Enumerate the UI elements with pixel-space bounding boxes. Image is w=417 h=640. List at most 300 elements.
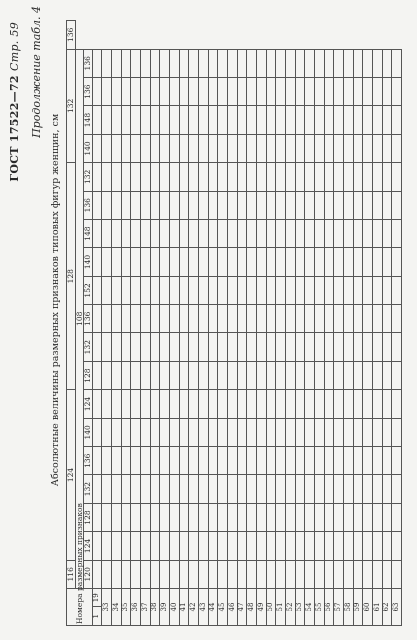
- table-cell: [111, 191, 121, 219]
- table-cell: [150, 333, 160, 361]
- table-cell: [256, 503, 266, 531]
- table-cell: [372, 163, 382, 191]
- stub-header: Номера размерных признаков: [67, 589, 93, 626]
- table-cell: [285, 361, 295, 389]
- table-row: [140, 21, 150, 626]
- table-cell: [227, 390, 237, 418]
- table-cell: [218, 333, 228, 361]
- column-header: 148: [84, 219, 93, 247]
- row-number: 44: [208, 589, 218, 626]
- table-cell: [237, 106, 247, 134]
- stature-group-header: 124: [67, 390, 76, 560]
- table-cell: [189, 134, 199, 162]
- table-cell: [237, 163, 247, 191]
- table-cell: [169, 77, 179, 105]
- table-cell: [266, 532, 276, 560]
- table-cell: [392, 418, 402, 446]
- table-row: [237, 21, 247, 626]
- table-cell: [256, 333, 266, 361]
- table-cell: [305, 276, 315, 304]
- table-cell: [334, 163, 344, 191]
- table-cell: [160, 447, 170, 475]
- table-cell: [102, 333, 112, 361]
- table-cell: [198, 361, 208, 389]
- table-cell: [111, 163, 121, 191]
- table-cell: [343, 163, 353, 191]
- table-cell: [208, 447, 218, 475]
- page-header: [8, 22, 28, 622]
- row-number: 59: [353, 589, 363, 626]
- table-cell: [295, 305, 305, 333]
- table-cell: [179, 560, 189, 588]
- column-header: 120: [84, 560, 93, 588]
- table-cell: [92, 248, 102, 276]
- table-cell: [334, 106, 344, 134]
- table-cell: [218, 390, 228, 418]
- stub-number: 19: [92, 589, 102, 608]
- table-cell: [140, 276, 150, 304]
- table-cell: [353, 390, 363, 418]
- table-cell: [218, 560, 228, 588]
- table-cell: [121, 49, 131, 77]
- column-header: 132: [84, 163, 93, 191]
- table-cell: [111, 49, 121, 77]
- table-cell: [160, 163, 170, 191]
- table-cell: [392, 77, 402, 105]
- table-cell: [392, 532, 402, 560]
- table-cell: [266, 418, 276, 446]
- table-cell: [295, 248, 305, 276]
- table-cell: [343, 134, 353, 162]
- table-cell: [131, 418, 141, 446]
- table-cell: [334, 418, 344, 446]
- table-cell: [131, 475, 141, 503]
- table-cell: [150, 163, 160, 191]
- table-cell: [121, 77, 131, 105]
- table-cell: [392, 503, 402, 531]
- table-cell: [392, 333, 402, 361]
- table-cell: [314, 390, 324, 418]
- table-cell: [392, 106, 402, 134]
- table-cell: [334, 77, 344, 105]
- table-cell: [343, 276, 353, 304]
- table-cell: [169, 134, 179, 162]
- table-row: [102, 21, 112, 626]
- table-cell: [247, 475, 257, 503]
- table-cell: [392, 219, 402, 247]
- table-cell: [131, 361, 141, 389]
- table-cell: [295, 219, 305, 247]
- table-cell: [324, 106, 334, 134]
- table-cell: [111, 418, 121, 446]
- table-cell: [334, 560, 344, 588]
- table-cell: [160, 418, 170, 446]
- row-number: 39: [160, 589, 170, 626]
- table-cell: [305, 532, 315, 560]
- table-cell: [237, 532, 247, 560]
- row-number: 58: [343, 589, 353, 626]
- table-cell: [208, 390, 218, 418]
- table-cell: [276, 134, 286, 162]
- table-cell: [140, 77, 150, 105]
- table-cell: [276, 447, 286, 475]
- row-number: 41: [179, 589, 189, 626]
- table-cell: [372, 560, 382, 588]
- table-cell: [276, 560, 286, 588]
- table-cell: [140, 163, 150, 191]
- table-cell: [276, 248, 286, 276]
- table-cell: [305, 447, 315, 475]
- column-header: 124: [84, 390, 93, 418]
- table-cell: [102, 418, 112, 446]
- table-cell: [334, 219, 344, 247]
- row-number: 49: [256, 589, 266, 626]
- table-cell: [227, 333, 237, 361]
- table-cell: [382, 49, 392, 77]
- table-cell: [247, 276, 257, 304]
- table-title: Абсолютные величины размерных признаков типовых фигур женщин, см: [50, 113, 61, 487]
- table-cell: [382, 333, 392, 361]
- table-cell: [276, 106, 286, 134]
- table-cell: [324, 191, 334, 219]
- table-cell: [247, 503, 257, 531]
- table-cell: [150, 248, 160, 276]
- table-cell: [305, 390, 315, 418]
- stature-group-header: 136: [67, 21, 76, 50]
- table-cell: [324, 333, 334, 361]
- table-cell: [276, 49, 286, 77]
- row-number: 36: [131, 589, 141, 626]
- table-cell: [353, 475, 363, 503]
- table-cell: [237, 475, 247, 503]
- table-cell: [372, 77, 382, 105]
- table-cell: [131, 390, 141, 418]
- table-cell: [392, 49, 402, 77]
- table-cell: [353, 49, 363, 77]
- table-cell: [285, 134, 295, 162]
- table-cell: [285, 49, 295, 77]
- table-cell: [353, 134, 363, 162]
- table-cell: [305, 163, 315, 191]
- table-cell: [150, 390, 160, 418]
- table-cell: [372, 191, 382, 219]
- table-cell: [343, 560, 353, 588]
- table-cell: [285, 219, 295, 247]
- table-cell: [218, 77, 228, 105]
- table-cell: [218, 219, 228, 247]
- table-row: [324, 21, 334, 626]
- table-cell: [121, 418, 131, 446]
- table-cell: [150, 503, 160, 531]
- row-number: 54: [305, 589, 315, 626]
- table-cell: [334, 49, 344, 77]
- table-cell: [247, 333, 257, 361]
- stature-group-header: 116: [67, 560, 76, 588]
- table-cell: [169, 418, 179, 446]
- table-cell: [295, 77, 305, 105]
- table-cell: [256, 77, 266, 105]
- table-cell: [392, 305, 402, 333]
- table-cell: [334, 191, 344, 219]
- table-cell: [140, 305, 150, 333]
- table-cell: [392, 361, 402, 389]
- table-cell: [208, 305, 218, 333]
- table-cell: [208, 361, 218, 389]
- table-cell: [189, 276, 199, 304]
- table-cell: [150, 475, 160, 503]
- table-cell: [247, 418, 257, 446]
- table-cell: [111, 503, 121, 531]
- header-row-groups: [67, 21, 76, 626]
- table-cell: [353, 333, 363, 361]
- table-cell: [266, 49, 276, 77]
- table-cell: [121, 532, 131, 560]
- table-cell: [179, 333, 189, 361]
- table-cell: [92, 191, 102, 219]
- table-cell: [237, 276, 247, 304]
- table-cell: [276, 418, 286, 446]
- table-cell: [189, 447, 199, 475]
- table-cell: [169, 333, 179, 361]
- table-cell: [131, 77, 141, 105]
- row-number: 35: [121, 589, 131, 626]
- row-number: 40: [169, 589, 179, 626]
- table-cell: [295, 333, 305, 361]
- table-cell: [324, 77, 334, 105]
- table-row: [372, 21, 382, 626]
- table-cell: [111, 390, 121, 418]
- table-cell: [131, 163, 141, 191]
- table-cell: [334, 305, 344, 333]
- table-cell: [353, 447, 363, 475]
- table-cell: [169, 532, 179, 560]
- table-cell: [179, 475, 189, 503]
- table-cell: [208, 49, 218, 77]
- table-cell: [382, 134, 392, 162]
- table-cell: [140, 503, 150, 531]
- table-cell: [131, 503, 141, 531]
- table-cell: [160, 248, 170, 276]
- table-cell: [237, 219, 247, 247]
- table-cell: [295, 475, 305, 503]
- table-cell: [140, 219, 150, 247]
- table-cell: [102, 560, 112, 588]
- table-cell: [169, 191, 179, 219]
- table-cell: [121, 163, 131, 191]
- table-cell: [363, 333, 373, 361]
- table-cell: [160, 276, 170, 304]
- row-number: 61: [372, 589, 382, 626]
- table-cell: [372, 106, 382, 134]
- table-cell: [131, 191, 141, 219]
- table-cell: [198, 305, 208, 333]
- table-cell: [150, 106, 160, 134]
- table-cell: [343, 447, 353, 475]
- table-cell: [324, 560, 334, 588]
- table-cell: [140, 333, 150, 361]
- table-cell: [111, 560, 121, 588]
- table-cell: [305, 418, 315, 446]
- table-cell: [92, 560, 102, 588]
- table-cell: [179, 418, 189, 446]
- table-cell: [256, 248, 266, 276]
- table-cell: [334, 361, 344, 389]
- table-cell: [102, 503, 112, 531]
- table-cell: [305, 305, 315, 333]
- table-cell: [372, 532, 382, 560]
- table-cell: [111, 134, 121, 162]
- table-cell: [237, 333, 247, 361]
- table-cell: [189, 77, 199, 105]
- table-cell: [324, 276, 334, 304]
- table-cell: [92, 532, 102, 560]
- table-cell: [324, 475, 334, 503]
- table-cell: [160, 134, 170, 162]
- table-cell: [266, 390, 276, 418]
- table-cell: [295, 418, 305, 446]
- table-cell: [392, 390, 402, 418]
- row-number: 34: [111, 589, 121, 626]
- table-cell: [131, 49, 141, 77]
- table-cell: [372, 418, 382, 446]
- table-cell: [227, 77, 237, 105]
- table-cell: [382, 77, 392, 105]
- table-cell: [169, 361, 179, 389]
- table-cell: [334, 532, 344, 560]
- table-cell: [140, 447, 150, 475]
- table-cell: [266, 219, 276, 247]
- table-cell: [305, 333, 315, 361]
- table-cell: [363, 418, 373, 446]
- table-cell: [208, 248, 218, 276]
- table-cell: [179, 248, 189, 276]
- table-cell: [276, 276, 286, 304]
- table-cell: [189, 106, 199, 134]
- table-cell: [285, 560, 295, 588]
- table-cell: [160, 361, 170, 389]
- table-cell: [363, 276, 373, 304]
- table-cell: [372, 390, 382, 418]
- table-cell: [179, 77, 189, 105]
- table-cell: [102, 390, 112, 418]
- table-cell: [150, 532, 160, 560]
- row-number: 63: [392, 589, 402, 626]
- table-cell: [102, 106, 112, 134]
- table-cell: [179, 276, 189, 304]
- table-cell: [276, 163, 286, 191]
- table-cell: [92, 219, 102, 247]
- table-cell: [285, 532, 295, 560]
- table-cell: [189, 219, 199, 247]
- table-cell: [363, 532, 373, 560]
- table-row: [150, 21, 160, 626]
- table-cell: [227, 305, 237, 333]
- table-cell: [237, 390, 247, 418]
- table-row: [227, 21, 237, 626]
- table-cell: [131, 248, 141, 276]
- table-cell: [266, 305, 276, 333]
- table-cell: [285, 106, 295, 134]
- table-cell: [189, 49, 199, 77]
- table-cell: [343, 49, 353, 77]
- table-cell: [160, 532, 170, 560]
- table-cell: [372, 503, 382, 531]
- table-row: [314, 21, 324, 626]
- table-cell: [295, 447, 305, 475]
- table-cell: [111, 447, 121, 475]
- table-cell: [353, 248, 363, 276]
- table-cell: [343, 532, 353, 560]
- table-cell: [276, 390, 286, 418]
- table-cell: [169, 560, 179, 588]
- table-cell: [102, 163, 112, 191]
- table-cell: [227, 276, 237, 304]
- table-cell: [372, 305, 382, 333]
- table-cell: [295, 106, 305, 134]
- table-cell: [343, 475, 353, 503]
- table-cell: [102, 248, 112, 276]
- table-cell: [295, 49, 305, 77]
- table-cell: [150, 361, 160, 389]
- table-cell: [285, 475, 295, 503]
- table-cell: [169, 163, 179, 191]
- table-cell: [189, 503, 199, 531]
- table-cell: [92, 276, 102, 304]
- table-cell: [363, 248, 373, 276]
- table-cell: [382, 361, 392, 389]
- table-cell: [227, 191, 237, 219]
- table-cell: [160, 49, 170, 77]
- table-cell: [295, 191, 305, 219]
- table-cell: [266, 447, 276, 475]
- table-cell: [324, 390, 334, 418]
- table-cell: [334, 333, 344, 361]
- column-header: 148: [84, 106, 93, 134]
- table-cell: [208, 503, 218, 531]
- table-cell: [392, 163, 402, 191]
- table-cell: [237, 191, 247, 219]
- table-cell: [295, 134, 305, 162]
- table-cell: [363, 49, 373, 77]
- table-cell: [208, 191, 218, 219]
- table-cell: [189, 532, 199, 560]
- table-cell: [314, 447, 324, 475]
- table-cell: [198, 333, 208, 361]
- table-cell: [218, 248, 228, 276]
- table-cell: [218, 163, 228, 191]
- table-cell: [131, 134, 141, 162]
- table-cell: [169, 305, 179, 333]
- table-cell: [363, 475, 373, 503]
- table-cell: [372, 475, 382, 503]
- table-cell: [198, 134, 208, 162]
- table-cell: [256, 134, 266, 162]
- table-cell: [266, 333, 276, 361]
- table-cell: [266, 191, 276, 219]
- table-cell: [92, 418, 102, 446]
- table-cell: [305, 191, 315, 219]
- table-cell: [324, 532, 334, 560]
- row-number: 51: [276, 589, 286, 626]
- table-cell: [140, 560, 150, 588]
- sub-group-header: 108: [75, 49, 84, 588]
- table-cell: [392, 191, 402, 219]
- table-row: [334, 21, 344, 626]
- table-cell: [285, 390, 295, 418]
- table-cell: [140, 106, 150, 134]
- table-cell: [256, 163, 266, 191]
- table-cell: [150, 134, 160, 162]
